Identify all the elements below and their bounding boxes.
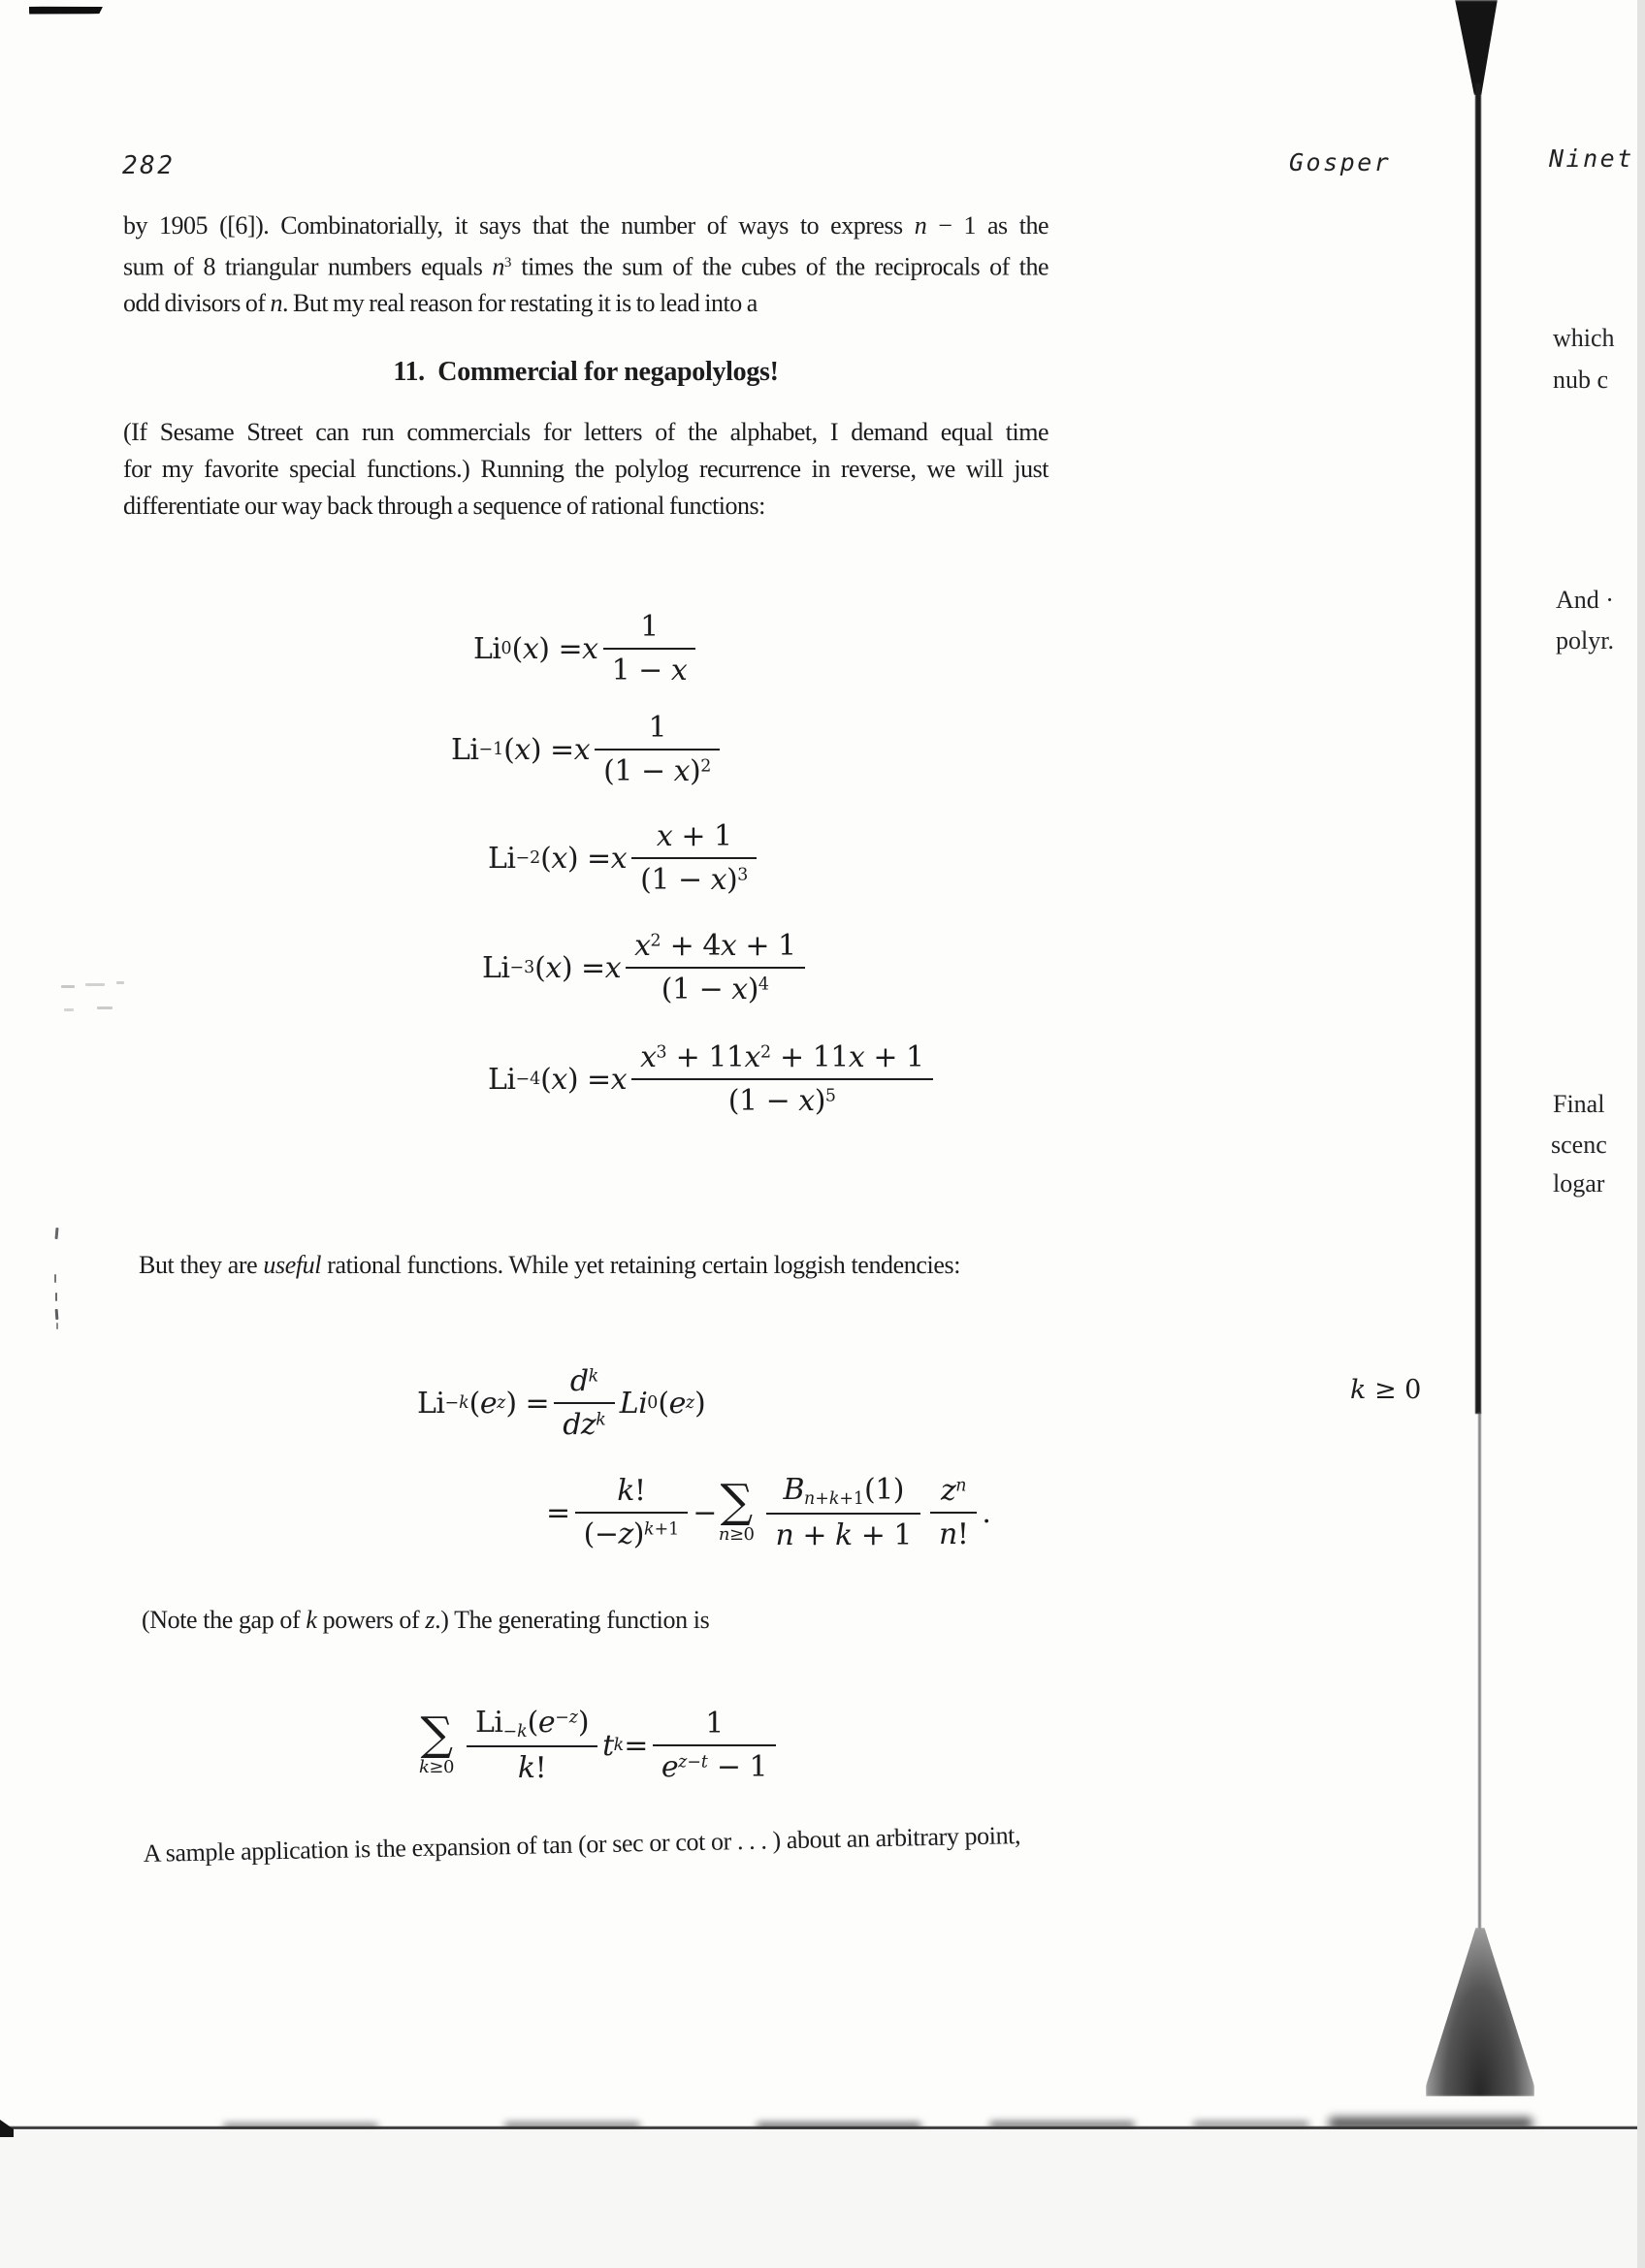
next-page-fragment: And · — [1556, 586, 1614, 614]
sample-application-line: A sample application is the expansion of tan (or sec or cot or . . . ) about an arbitrary point, — [143, 1821, 1021, 1869]
pencil-mark — [55, 1309, 59, 1320]
useful-line: But they are useful rational functions. While yet retaining certain loggish tendencies: — [139, 1251, 961, 1279]
pencil-mark — [64, 1008, 74, 1011]
equation-generating-function: ∑ k≥0 $\frac{Li_{-k}(e^{-z})}{k!}$ t k = $\frac{1}{e^{z-t} - 1}$ — [417, 1705, 781, 1786]
spine-shadow-top — [1451, 0, 1501, 95]
next-page-fragment: logar — [1553, 1169, 1605, 1198]
paragraph-2-line-3: differentiate our way back through a sequence of rational functions: — [123, 492, 765, 520]
paragraph-1-line-3: odd divisors of n. But my real reason for restating it is to lead into a — [123, 289, 758, 318]
next-page-fragment: scenc — [1551, 1131, 1607, 1159]
spine-shadow-faint — [1478, 1412, 1481, 1935]
page-number: 282 — [122, 151, 176, 180]
pencil-mark — [97, 1006, 113, 1009]
equation-li-4: Li −4 ( x ) = x $\frac{x^3 + 11x^2 + 11x + 1}{(1 - x)^5}$ — [488, 1038, 938, 1120]
spine-shadow-bottom — [1426, 1928, 1534, 2096]
paragraph-1-line-1: by 1905 ([6]). Combinatorially, it says that the number of ways to express n − 1 as the — [123, 211, 1048, 240]
pencil-mark — [85, 983, 105, 986]
scanner-background — [0, 2129, 1645, 2268]
next-page-fragment: polyr. — [1556, 626, 1614, 655]
equation-condition: k ≥ 0 — [1350, 1375, 1422, 1405]
equation-li-2: Li −2 ( x ) = x $\frac{x + 1}{(1 - x)^3}$ — [488, 817, 761, 899]
paragraph-1-line-2: sum of 8 triangular numbers equals $n^3$ times the sum of the cubes of the reciprocals of the — [123, 252, 1048, 281]
paragraph-1 — [123, 208, 1048, 322]
equation-li-3: Li −3 ( x ) = x $\frac{x^2 + 4x + 1}{(1 - x)^4}$ — [482, 927, 810, 1008]
next-page-fragment: which — [1553, 324, 1615, 352]
bottom-left-corner-mark — [0, 2120, 14, 2137]
pencil-mark — [54, 1228, 58, 1239]
paragraph-2 — [123, 414, 1048, 525]
equation-li-mk: Li −k ( e z ) = $\frac{d^k}{dz^k}$ Li 0 ( e z ) — [417, 1364, 706, 1442]
scan-right-edge — [1637, 0, 1645, 2268]
equation-li-mk-expansion: = $\frac{k!}{(-z)^{k+1}}$ − ∑ n≥0 $\frac{B_{n+k+1}(1)}{n + k + 1}$ $\frac{z^n}{n!}$ . — [546, 1472, 991, 1553]
paragraph-2-line-2: for my favorite special functions.) Running the polylog recurrence in reverse, we will just — [123, 455, 1048, 483]
pencil-mark — [61, 985, 75, 988]
next-page-fragment: Final — [1553, 1090, 1605, 1118]
spine-shadow-line — [1475, 83, 1481, 1414]
equation-li-1: Li −1 ( x ) = x $\frac{1}{(1 - x)^2}$ — [451, 709, 725, 790]
pencil-mark — [56, 1323, 58, 1329]
paragraph-2-line-1: (If Sesame Street can run commercials for letters of the alphabet, I demand equal time — [123, 418, 1048, 446]
next-page-fragment: nub c — [1553, 366, 1609, 394]
running-header-author: Gosper — [1289, 148, 1392, 176]
equation-li0: Li 0 ( x ) = x $\frac{1}{1 - x}$ — [473, 608, 700, 689]
pencil-mark — [116, 981, 124, 984]
note-line: (Note the gap of k powers of z.) The generating function is — [142, 1606, 710, 1634]
pencil-mark — [55, 1293, 57, 1301]
next-page-running-header: Ninet — [1549, 144, 1634, 173]
section-heading: 11. Commercial for negapolylogs! — [393, 357, 779, 387]
top-left-ink-mark — [29, 5, 103, 16]
pencil-mark — [54, 1274, 56, 1283]
